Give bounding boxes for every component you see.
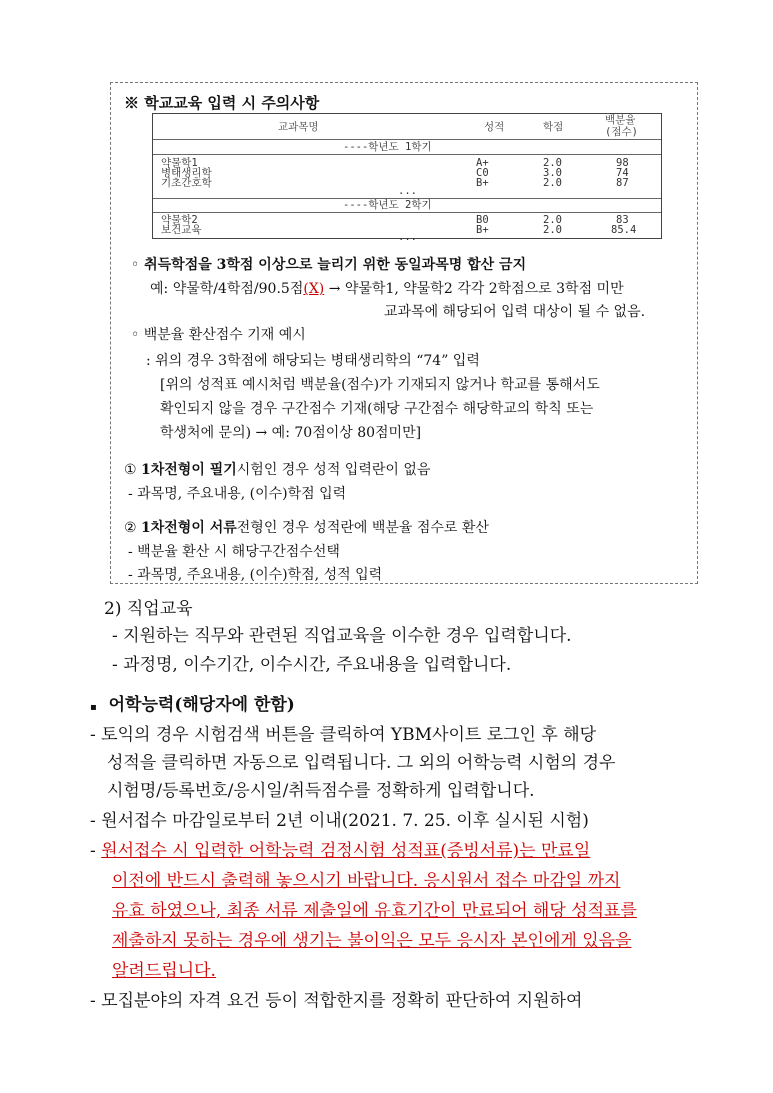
vocational-heading: 2) 직업교육 [104, 599, 193, 619]
row-grade: B+ [476, 224, 489, 236]
header-score: (점수) [605, 126, 638, 138]
row-score: 85.4 [611, 224, 637, 236]
language-line: - 토익의 경우 시험검색 버튼을 클릭하여 YBM사이트 로그인 후 해당 [90, 725, 597, 745]
term2-label: ----학년도 2학기 [343, 199, 432, 211]
row-grade: C0 [476, 167, 489, 179]
item-written-exam-sub: - 과목명, 주요내용, (이수)학점 입력 [128, 486, 347, 502]
row-credit: 3.0 [543, 167, 562, 179]
vocational-line: - 과정명, 이수기간, 이수시간, 주요내용을 입력합니다. [112, 655, 512, 675]
header-credit: 학점 [543, 121, 564, 133]
wrong-mark: (X) [303, 281, 325, 297]
row-name: 병태생리학 [161, 167, 212, 179]
row-credit: 2.0 [543, 177, 562, 189]
vocational-line: - 지원하는 직무와 관련된 직업교육을 이수한 경우 입력합니다. [112, 626, 572, 646]
merge-rule-heading: ◦ 취득학점을 3학점 이상으로 늘리기 위한 동일과목명 합산 금지 [131, 257, 527, 273]
language-line: 성적을 클릭하면 자동으로 입력됩니다. 그 외의 어학능력 시험의 경우 [107, 753, 616, 773]
percent-line: 학생처에 문의) → 예: 70점이상 80점미만] [160, 425, 422, 441]
row-name: 약물학2 [161, 214, 198, 226]
merge-rule-example: 예: 약물학/4학점/90.5점(X) → 약물학1, 약물학2 각각 2학점으로 3학점 미만 [150, 281, 624, 297]
percent-heading: ◦ 백분율 환산점수 기재 예시 [131, 327, 306, 343]
language-warning-line: 제출하지 못하는 경우에 생기는 불이익은 모두 응시자 본인에게 있음을 [112, 931, 632, 951]
percent-line: [위의 성적표 예시처럼 백분율(점수)가 기재되지 않거나 학교를 통해서도 [160, 377, 600, 393]
row-name: 기초간호학 [161, 177, 212, 189]
header-percent: 백분율 [605, 114, 636, 126]
ellipsis: ... [398, 231, 417, 243]
item-document-screen-sub: - 백분율 환산 시 해당구간점수선택 [128, 544, 340, 560]
language-line: - 원서접수 마감일로부터 2년 이내(2021. 7. 25. 이후 실시된 시험) [90, 811, 589, 831]
row-score: 74 [616, 167, 629, 179]
item-document-screen: ② 1차전형이 서류전형인 경우 성적란에 백분율 점수로 환산 [124, 520, 489, 536]
row-score: 98 [616, 157, 629, 169]
ellipsis: ... [398, 185, 417, 197]
language-heading: ▪ 어학능력(해당자에 한함) [90, 695, 295, 715]
percent-line: 확인되지 않을 경우 구간점수 기재(해당 구간점수 해당학교의 학칙 또는 [160, 401, 594, 417]
language-warning-line: 이전에 반드시 출력해 놓으시기 바랍니다. 응시원서 접수 마감일 까지 [112, 871, 621, 891]
row-name: 약물학1 [161, 157, 198, 169]
item-written-exam: ① 1차전형이 필기시험인 경우 성적 입력란이 없음 [124, 462, 431, 478]
item-document-screen-sub: - 과목명, 주요내용, (이수)학점, 성적 입력 [128, 567, 383, 583]
sample-transcript [152, 113, 662, 243]
row-credit: 2.0 [543, 157, 562, 169]
merge-rule-example-cont: 교과목에 해당되어 입력 대상이 될 수 없음. [384, 304, 646, 320]
header-subject: 교과목명 [278, 121, 319, 133]
language-line: 시험명/등록번호/응시일/취득점수를 정확하게 입력합니다. [107, 781, 535, 801]
square-bullet-icon: ▪ [90, 702, 97, 713]
row-grade: B+ [476, 177, 489, 189]
row-credit: 2.0 [543, 224, 562, 236]
language-warning-line: 알려드립니다. [112, 961, 216, 981]
caution-title: ※ 학교교육 입력 시 주의사항 [124, 94, 320, 112]
row-grade: B0 [476, 214, 489, 226]
language-warning: - 원서접수 시 입력한 어학능력 검정시험 성적표(증빙서류)는 만료일 [90, 841, 591, 861]
row-grade: A+ [476, 157, 489, 169]
row-score: 83 [616, 214, 629, 226]
language-warning-line: 유효 하였으나, 최종 서류 제출일에 유효기간이 만료되어 해당 성적표를 [112, 901, 637, 921]
language-line: - 모집분야의 자격 요건 등이 적합한지를 정확히 판단하여 지원하여 [90, 991, 583, 1011]
percent-line: : 위의 경우 3학점에 해당되는 병태생리학의 “74” 입력 [146, 353, 480, 369]
row-credit: 2.0 [543, 214, 562, 226]
row-score: 87 [616, 177, 629, 189]
header-grade: 성적 [484, 121, 505, 133]
row-name: 보건교육 [161, 224, 202, 236]
term1-label: ----학년도 1학기 [343, 141, 432, 153]
